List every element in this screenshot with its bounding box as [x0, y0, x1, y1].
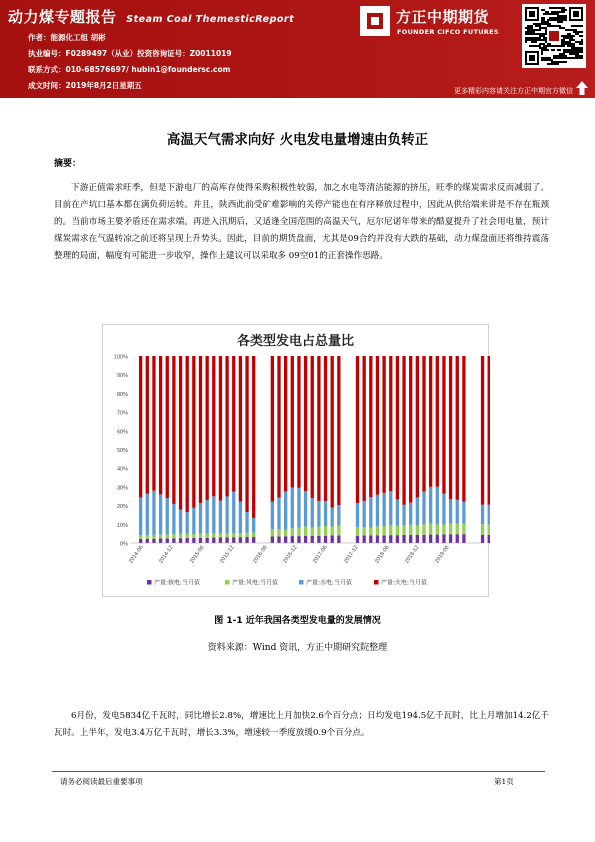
bar-hydro [252, 518, 255, 533]
bar-hydro [409, 503, 412, 525]
bar-wind [212, 533, 215, 537]
report-title [8, 6, 294, 27]
bar-thermal [206, 356, 209, 500]
bar-wind [436, 524, 439, 534]
bar-thermal [166, 356, 169, 498]
bar-thermal [416, 356, 419, 497]
bar-wind [271, 529, 274, 536]
legend-swatch [374, 580, 379, 585]
x-tick-label: 2018-06 [374, 544, 391, 565]
footer-divider [52, 771, 545, 772]
bar-hydro [146, 494, 149, 536]
bar-thermal [252, 356, 255, 518]
bar-wind [146, 535, 149, 538]
y-tick-label: 70% [116, 410, 128, 417]
bar-hydro [389, 491, 392, 525]
bar-wind [402, 525, 405, 535]
date-line: 成文时间：2019年8月2日星期五 [28, 81, 142, 90]
bar-nuclear [186, 538, 189, 543]
y-tick-label: 10% [116, 522, 128, 529]
y-tick-label: 40% [116, 466, 128, 473]
chart-title: 各类型发电占总量比 [236, 334, 354, 349]
bar-thermal [363, 356, 366, 501]
bar-nuclear [449, 534, 452, 543]
bar-hydro [212, 496, 215, 533]
bar-hydro [271, 502, 274, 529]
bar-hydro [166, 498, 169, 534]
bar-nuclear [396, 535, 399, 543]
bar-thermal [146, 356, 149, 494]
bar-wind [376, 526, 379, 535]
bar-nuclear [232, 537, 235, 543]
bar-wind [331, 526, 334, 535]
bar-thermal [139, 356, 142, 497]
bar-hydro [337, 505, 340, 526]
bar-thermal [277, 356, 280, 498]
legend-label: 产量:核电:当月值 [154, 579, 201, 587]
bar-wind [186, 534, 189, 538]
bar-thermal [245, 356, 248, 512]
bar-nuclear [382, 535, 385, 543]
bar-nuclear [146, 539, 149, 543]
y-tick-label: 100% [113, 354, 128, 361]
bar-hydro [172, 504, 175, 534]
bar-wind [396, 526, 399, 535]
bar-thermal [232, 356, 235, 492]
bar-thermal [449, 356, 452, 499]
bar-wind [389, 525, 392, 535]
bar-hydro [331, 507, 334, 526]
bar-hydro [152, 491, 155, 536]
x-tick-label: 2019-06 [434, 544, 451, 565]
bar-hydro [436, 487, 439, 525]
abstract-paragraph: 下游正值需求旺季，但是下游电厂的高库存使得采购积极性较弱，加之水电等清洁能源的挤压，旺季的煤炭需求反而减弱了。目前在产坑口基本都在满负荷运转。并且，陕西此前受矿难影响的关停产能也在有序释放过程中，因此从供给端来讲是不存在瓶颈的。当前市场主要矛盾还在需求端。再进入汛期后，又适逢全国范围的高温天气，厄尔尼诺年带来的酷夏提升了社会用电量，预计煤炭需求在气温转凉之前还将呈现上升势头。因此，目前的期货盘面，尤其是09合约并没有大跌的基础，动力煤盘面还将维持震荡整理的局面，幅度有可能进一步收窄，操作上建议可以采取多 09空01的正套操作思路。 [54, 183, 549, 261]
bar-thermal [186, 356, 189, 512]
bar-hydro [376, 495, 379, 527]
bar-thermal [317, 356, 320, 501]
bar-nuclear [225, 537, 228, 543]
bar-nuclear [166, 538, 169, 543]
bar-wind [245, 533, 248, 537]
bar-hydro [232, 492, 235, 533]
bar-nuclear [456, 534, 459, 543]
bar-thermal [402, 356, 405, 505]
bar-nuclear [324, 536, 327, 543]
bar-nuclear [429, 535, 432, 543]
bar-nuclear [304, 536, 307, 543]
y-tick-label: 90% [116, 373, 128, 380]
bar-hydro [297, 488, 300, 528]
bar-thermal [324, 356, 327, 501]
bar-nuclear [284, 536, 287, 543]
bar-nuclear [271, 536, 274, 543]
bar-wind [462, 524, 465, 535]
bar-thermal [376, 356, 379, 495]
bar-nuclear [212, 538, 215, 543]
bar-wind [192, 534, 195, 538]
y-tick-label: 50% [116, 448, 128, 454]
bar-wind [166, 534, 169, 538]
bar-nuclear [376, 535, 379, 543]
bar-thermal [409, 356, 412, 503]
bar-hydro [277, 498, 280, 530]
bar-nuclear [219, 537, 222, 543]
bar-wind [416, 525, 419, 534]
legend-swatch [225, 580, 230, 585]
bar-thermal [179, 356, 182, 510]
x-tick-label: 2018-12 [404, 544, 421, 565]
bar-wind [363, 527, 366, 535]
bar-wind [356, 527, 359, 536]
x-tick-label: 2017-06 [312, 544, 329, 565]
bar-thermal [389, 356, 392, 491]
bar-hydro [239, 502, 242, 533]
x-tick-label: 2015-06 [189, 544, 206, 565]
bar-nuclear [192, 538, 195, 543]
bar-hydro [382, 493, 385, 526]
report-title-cn: 动力煤专题报告 [8, 8, 117, 26]
bar-wind [324, 526, 327, 536]
bar-thermal [396, 356, 399, 499]
bar-nuclear [277, 536, 280, 543]
bar-hydro [324, 501, 327, 526]
bar-wind [317, 527, 320, 536]
bar-hydro [159, 494, 162, 534]
bar-hydro [245, 512, 248, 533]
bar-wind [481, 524, 484, 535]
legend-label: 产量:火电:当月值 [381, 579, 428, 587]
bar-nuclear [159, 539, 162, 543]
bar-wind [206, 534, 209, 538]
x-tick-label: 2014-12 [158, 544, 175, 565]
bar-thermal [199, 356, 202, 503]
bar-thermal [462, 356, 465, 502]
figure-caption: 图 1-1 近年我国各类型发电量的发展情况 [214, 616, 381, 626]
bar-hydro [199, 503, 202, 534]
header-banner [0, 0, 595, 98]
bar-hydro [449, 499, 452, 523]
bar-thermal [271, 356, 274, 502]
bar-hydro [488, 505, 490, 525]
bar-hydro [356, 503, 359, 527]
bar-wind [199, 534, 202, 538]
legend-swatch [147, 580, 152, 585]
body-paragraph: 6月份，发电5834亿千瓦时，同比增长2.8%，增速比上月加快2.6个百分点；日均发电194.5亿千瓦时，比上月增加14.2亿千瓦时。上半年，发电3.4万亿千瓦时，增长3.3%，增速较一季度放缓0.9个百分点。 [54, 711, 549, 738]
document-title: 高温天气需求向好 火电发电量增速由负转正 [166, 132, 429, 148]
bar-thermal [442, 356, 445, 494]
bar-hydro [317, 501, 320, 527]
bar-wind [159, 535, 162, 539]
bar-nuclear [291, 536, 294, 543]
bar-nuclear [139, 539, 142, 543]
bar-thermal [488, 356, 490, 505]
bar-hydro [416, 497, 419, 525]
bar-nuclear [317, 536, 320, 543]
bar-nuclear [402, 535, 405, 543]
bar-wind [277, 529, 280, 536]
bar-wind [225, 533, 228, 537]
bar-thermal [456, 356, 459, 500]
bar-nuclear [337, 536, 340, 543]
bar-nuclear [416, 535, 419, 543]
bar-nuclear [245, 537, 248, 543]
bar-nuclear [152, 539, 155, 543]
bar-nuclear [436, 535, 439, 543]
bar-wind [442, 524, 445, 534]
y-tick-label: 60% [116, 429, 128, 436]
bar-thermal [219, 356, 222, 501]
bar-wind [369, 528, 372, 536]
bar-wind [311, 527, 314, 535]
bar-wind [422, 524, 425, 534]
bar-wind [239, 533, 242, 537]
y-tick-label: 30% [116, 485, 128, 492]
bar-thermal [297, 356, 300, 488]
bar-wind [219, 534, 222, 538]
bar-nuclear [488, 535, 490, 543]
bar-thermal [481, 356, 484, 505]
logo-mark-icon [360, 6, 390, 36]
logo-name-en: FOUNDER CIFCO FUTURES [397, 28, 499, 36]
x-tick-label: 2016-12 [282, 544, 299, 565]
bar-hydro [369, 497, 372, 527]
legend-label: 产量:水电:当月值 [306, 579, 353, 587]
bar-nuclear [442, 534, 445, 543]
bar-thermal [356, 356, 359, 503]
bar-hydro [225, 496, 228, 533]
x-tick-label: 2016-06 [252, 544, 269, 565]
figure-source: 资料来源：Wind 资讯，方正中期研究院整理 [207, 643, 388, 653]
bar-hydro [456, 500, 459, 524]
bar-hydro [186, 512, 189, 534]
bar-hydro [304, 491, 307, 527]
bar-hydro [192, 508, 195, 534]
y-tick-label: 20% [116, 504, 128, 511]
bar-thermal [369, 356, 372, 497]
bar-thermal [239, 356, 242, 502]
bar-wind [297, 527, 300, 536]
legend-swatch [299, 580, 304, 585]
bar-thermal [159, 356, 162, 494]
bar-nuclear [311, 536, 314, 543]
abstract-label: 摘要： [54, 159, 82, 169]
bar-hydro [311, 498, 314, 527]
x-tick-label: 2015-12 [219, 544, 236, 565]
bar-hydro [291, 487, 294, 528]
bar-hydro [462, 502, 465, 524]
bar-hydro [219, 501, 222, 534]
author-line: 作者：能源化工组 胡彬 [28, 33, 106, 42]
bar-hydro [179, 510, 182, 534]
bar-nuclear [462, 534, 465, 543]
logo-name-cn: 方正中期期货 [396, 8, 490, 26]
y-tick-label: 0% [120, 541, 128, 548]
bar-wind [304, 527, 307, 536]
bar-hydro [396, 499, 399, 526]
bar-thermal [172, 356, 175, 504]
bar-hydro [481, 505, 484, 525]
bar-wind [179, 534, 182, 538]
chart-canvas [103, 325, 490, 598]
bar-thermal [212, 356, 215, 496]
qr-code-icon[interactable] [522, 4, 586, 68]
bar-nuclear [389, 535, 392, 543]
bar-hydro [422, 492, 425, 525]
company-logo [360, 6, 518, 46]
report-title-en: Steam Coal ThemesticReport [126, 14, 295, 25]
bar-thermal [311, 356, 314, 498]
bar-wind [429, 524, 432, 535]
bar-hydro [139, 497, 142, 535]
bar-thermal [152, 356, 155, 491]
bar-wind [139, 535, 142, 539]
bar-thermal [225, 356, 228, 496]
bar-wind [152, 535, 155, 538]
bar-thermal [337, 356, 340, 505]
bar-wind [337, 526, 340, 536]
bar-nuclear [239, 537, 242, 543]
follow-wechat-text: 更多精彩内容请关注方正中期官方微信 [454, 87, 573, 95]
contact-line: 联系方式：010-68576697/ hubin1@foundersc.com [28, 65, 231, 74]
bar-hydro [206, 500, 209, 534]
bar-wind [284, 530, 287, 537]
bar-hydro [402, 505, 405, 526]
bar-wind [382, 526, 385, 535]
generation-share-chart [102, 324, 489, 597]
page-number: 第1页 [494, 777, 514, 786]
bar-wind [172, 534, 175, 538]
bar-thermal [382, 356, 385, 493]
bar-wind [449, 523, 452, 534]
bar-nuclear [422, 535, 425, 543]
bar-nuclear [481, 535, 484, 543]
bar-thermal [331, 356, 334, 507]
bar-nuclear [297, 536, 300, 543]
bar-hydro [442, 494, 445, 525]
bar-thermal [429, 356, 432, 487]
footer-notice: 请务必阅读最后重要事项 [60, 777, 143, 786]
bar-thermal [422, 356, 425, 492]
bar-nuclear [172, 538, 175, 543]
bar-wind [456, 524, 459, 535]
x-tick-label: 2014-06 [128, 544, 145, 565]
bar-hydro [284, 491, 287, 529]
y-tick-label: 80% [116, 391, 128, 398]
license-line: 执业编号：F0289497（从业）投资咨询证号：Z0011019 [28, 49, 232, 58]
bar-nuclear [409, 535, 412, 543]
bar-nuclear [356, 536, 359, 543]
bar-hydro [363, 501, 366, 527]
bar-thermal [284, 356, 287, 491]
bar-nuclear [331, 536, 334, 543]
bar-hydro [429, 487, 432, 524]
bar-thermal [304, 356, 307, 491]
bar-wind [252, 533, 255, 537]
bar-wind [291, 528, 294, 536]
bar-nuclear [252, 537, 255, 543]
legend-label: 产量:风电:当月值 [232, 579, 279, 587]
bar-nuclear [199, 538, 202, 543]
x-tick-label: 2017-12 [343, 544, 360, 565]
bar-thermal [291, 356, 294, 487]
bar-wind [488, 525, 490, 535]
bar-wind [232, 533, 235, 537]
bar-nuclear [363, 536, 366, 543]
bar-thermal [436, 356, 439, 487]
bar-nuclear [179, 538, 182, 543]
bar-thermal [192, 356, 195, 508]
bar-nuclear [206, 538, 209, 543]
up-arrow-icon [575, 80, 589, 96]
bar-wind [409, 525, 412, 535]
bar-nuclear [369, 536, 372, 543]
